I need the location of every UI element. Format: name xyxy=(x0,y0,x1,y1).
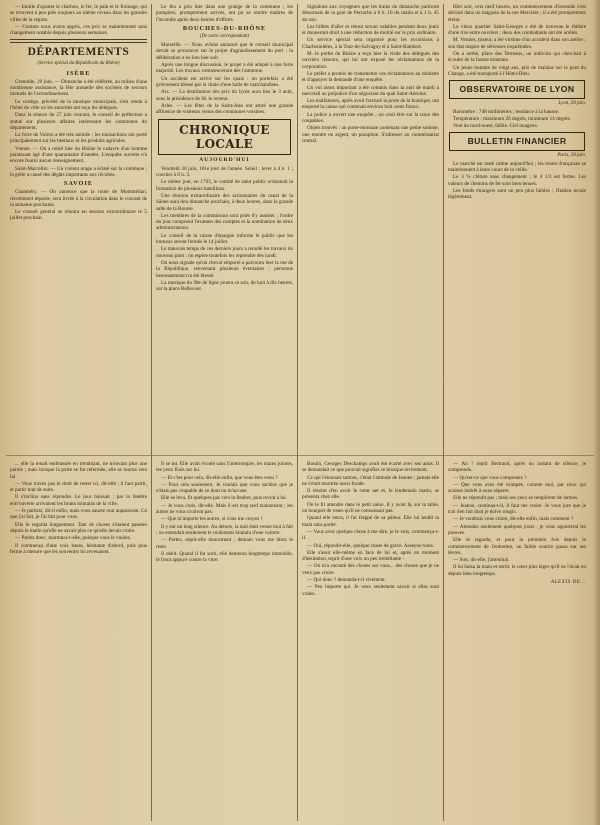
paragraph: Une réunion extraordinaire des actionnaires du canal de la Sâone aura lieu dimanche prochain, à deux heures, dans la grande salle de la Bourse. xyxy=(156,192,293,212)
chronique-locale-heading: CHRONIQUE LOCALE xyxy=(158,119,291,155)
bulletin-financier-heading: BULLETIN FINANCIER xyxy=(449,132,585,151)
paragraph: Vendredi 30 juin, 181e jour de l'année. Soleil : lever à 4 h. 1 ; coucher à 8 h. 3. xyxy=(156,165,293,179)
paragraph: — Qui donc ? demanda-t-il vivement. xyxy=(307,577,386,584)
paragraph: Les fonds étrangers sont un peu plus faibles ; l'Italien recule légèrement. xyxy=(448,187,586,201)
paragraph: Baromètre : 748 millimètres ; tendance à la hausse. xyxy=(453,108,560,115)
paragraph: Signalons aux voyageurs que les trains du dimanche partiront désormais de la gare de Perrache à 6 h. 10 du matin et à 1 h. 45 du soir. xyxy=(302,4,439,23)
rhone-heading: BOUCHES-DU-RHÔNE xyxy=(182,24,267,32)
paragraph: Quand elle entra, il fut frappé de sa pâleur. Elle lui tendit la main sans parler. xyxy=(302,515,439,528)
paragraph: — Partez, reprit-elle doucement ; demain vous me direz le reste. xyxy=(156,537,293,550)
paragraph: Elle le regarda longuement. Tant de choses s'étaient passées depuis le matin qu'elle ne savait plus ce qu'elle devait croire. xyxy=(10,521,147,534)
paragraph: Le cortège, précédé de la musique municipale, s'est rendu à l'hôtel de ville où les autorités ont reçu les délégués. xyxy=(10,98,147,111)
col3-feuilleton xyxy=(302,461,439,598)
paragraph: Le marché est resté calme aujourd'hui ; les rentes françaises se maintiennent à leurs cours de la veille. xyxy=(448,160,586,174)
paragraph: Un service spécial sera organisé pour les excursions à Charbonnières, à la Tour-de-Salvagny et à Saint-Rambert. xyxy=(302,37,439,50)
column-3 xyxy=(298,4,444,821)
isere-heading: ISÈRE xyxy=(66,69,91,77)
observatoire-heading: OBSERVATOIRE DE LYON xyxy=(449,80,585,99)
paragraph: M. le préfet du Rhône a reçu hier la visite des délégués des ouvriers tisseurs, qui lui ont exposé les réclamations de la corporation. xyxy=(302,51,439,70)
paragraph: Le conseil général se réunira en session extraordinaire le 5 juillet prochain. xyxy=(10,209,147,222)
paragraph: Vent du nord-ouest, faible. Ciel nuageux. xyxy=(453,123,539,130)
paragraph: Un vol assez important a été commis dans la nuit de mardi à mercredi au préjudice d'un négociant du quai Saint-Antoine. xyxy=(302,84,439,97)
paragraph: — Jeanne, continua-t-il, il faut me croire. Je vous jure que je n'ai rien fait dont je doive rougir. xyxy=(448,502,586,516)
departements-note: (Service spécial du Républicain du Rhône) xyxy=(37,61,120,67)
paragraph: — Parlez donc, murmura-t-elle, puisque vous le voulez. xyxy=(15,535,132,542)
savoie-articles xyxy=(10,189,147,221)
paragraph: Un accident est arrivé sur les quais : un portefaix a été grièvement blessé par la chute d'une balle de marchandises. xyxy=(156,75,293,88)
paragraph: On nous signale qu'un cheval emporté a parcouru hier la rue de la République, renversant plusieurs éventaires ; personne heureusement n'a été blessé. xyxy=(156,259,293,279)
paragraph: — Je voudrais vous croire, dit-elle enfin, mais comment ? xyxy=(453,516,574,523)
paragraph: Ce qui l'étonnait surtout, c'était l'attitude de Jeanne ; jamais elle ne s'était montrée aussi froide. xyxy=(302,474,439,487)
paragraph: — Oui, répondit-elle, quelque chose de grave. Asseyez-vous. xyxy=(307,542,434,549)
paragraph: Elle ne répondit pas ; mais ses yeux se remplirent de larmes. xyxy=(453,495,579,502)
paragraph: — Pour cela seulement. Je voulais que vous sachiez que je n'étais pas coupable de ce dont on m'accuse. xyxy=(156,481,293,495)
paragraph: Elle s'assit elle-même en face de lui et, après un moment d'hésitation, reprit d'une voix un peu tremblante : xyxy=(302,549,439,563)
column-1 xyxy=(6,4,152,821)
paragraph: Les malfaiteurs, après avoir fracturé la porte de la boutique, ont emporté la caisse qui contenait environ huit cents francs. xyxy=(302,98,439,111)
paragraph: ... elle la tenait embrassée en tremblant, ne trouvant plus une parole ; mais lorsque la porte se fut refermée, elle se tourna vers lui. xyxy=(10,461,147,480)
paragraph: Un jeune homme de vingt ans, pris de malaise sur le pont du Change, a été transporté à l'Hôtel-Dieu. xyxy=(448,64,586,77)
paragraph: Il se tut. Elle avait écouté sans l'interrompre, les mains jointes, les yeux fixés sur lui. xyxy=(156,461,293,474)
paragraph: Le conseil de la caisse d'épargne informe le public que les bureaux seront fermés le 14 juillet. xyxy=(156,232,293,246)
col4-lead xyxy=(448,4,586,77)
paragraph: Elle le regarda, et pour la première fois depuis le commencement de l'entretien, un faible sourire passa sur ses lèvres. xyxy=(448,537,586,556)
paragraph: Il obéit. Quand il fut sorti, elle demeura longtemps immobile, le front appuyé contre la vitre. xyxy=(156,550,293,564)
chronique-articles xyxy=(156,166,293,293)
paragraph: — Je partirai, dit-il enfin, mais vous saurez tout auparavant. Ce que j'ai fait, je l'ai fait pour vous. xyxy=(10,508,147,521)
paragraph: Le vieux quartier Saint-Georges a été de nouveau le théâtre d'une rixe entre ouvriers ; deux des combattants ont été arrêtés. xyxy=(448,23,586,37)
paragraph: Saint-Marcellin. — Un violent orage a éclaté sur la commune ; la grêle a causé des dégâts importants aux récoltes. xyxy=(10,165,147,178)
paragraph: Température : maximum 26 degrés, minimum 14 degrés. xyxy=(453,115,571,122)
paragraph: Objets trouvés : un porte-monnaie contenant une petite somme, une montre en argent, un parapluie. S'adresser au commissariat central. xyxy=(302,125,439,144)
paragraph: Arles. — Les fêtes de la Saint-Jean ont attiré une grande affluence de visiteurs venus des communes voisines. xyxy=(156,102,293,116)
paragraph: — Je vous crois, dit-elle. Mais il est trop tard maintenant ; les autres ne vous croiront pas. xyxy=(156,502,293,516)
paragraph: La foire de Voiron a été très animée ; les transactions ont porté principalement sur les bestiaux et les produits agricoles. xyxy=(10,132,147,145)
paragraph: Il y eut un long silence. Au dehors, la nuit était venue tout à fait ; on entendait seulement le roulement lointain d'une voiture. xyxy=(156,523,293,536)
paragraph: Les billets d'aller et retour seront valables pendant deux jours et donneront droit à une réduction de moitié sur le prix ordinaire. xyxy=(302,23,439,37)
feuilleton-signature: ALEXIS DE... xyxy=(551,580,586,586)
paragraph: Dans la séance du 27 juin courant, le conseil de préfecture a statué sur plusieurs affaires intéressant les communes du département. xyxy=(10,112,147,131)
paragraph: Il s'inclina sans répondre. Le jour baissait ; par la fenêtre entr'ouverte arrivaient les bruits lointains de la ville. xyxy=(10,494,147,507)
paragraph: Aix. — La distribution des prix du lycée aura lieu le 3 août, sous la présidence de M. le recteur. xyxy=(156,89,293,102)
paragraph: Après une longue discussion, le projet a été adopté à une forte majorité. Les travaux commenceront dès l'automne. xyxy=(156,62,293,75)
paragraph: — Ah ! reprit Bertrand, après un instant de silence, je comprends. xyxy=(448,461,586,474)
paragraph: Boutin, Georges Deschamps avait été écarté avec ses amis. Il se demandait ce que pouvait signifier ce brusque revirement. xyxy=(302,461,439,474)
paragraph: Il commença d'une voix basse, hésitante d'abord, puis plus ferme à mesure que les souvenirs lui revenaient. xyxy=(10,542,147,555)
col2-feuilleton xyxy=(156,461,293,564)
paragraph: — Peu importe qui. Je veux seulement savoir si elles sont vraies. xyxy=(302,584,439,597)
paragraph: On le fit attendre dans le petit salon. Il y avait là, sur la table, un bouquet de roses qu'il ne connaissait pas. xyxy=(302,501,439,515)
paragraph: Grenoble, 29 juin. — Dimanche a été célébrée, au milieu d'une nombreuse assistance, la fête annuelle des sociétés de secours mutuels de l'arrondissement. xyxy=(10,78,147,98)
column-2 xyxy=(152,4,298,821)
savoie-heading: SAVOIE xyxy=(63,180,94,188)
bulletin-date: Paris, 29 juin. xyxy=(557,153,586,159)
observatoire-date: Lyon, 29 juin. xyxy=(558,101,586,107)
col1-feuilleton xyxy=(10,461,147,556)
paragraph: — Comme nous avons appris, ces prix se maintiennent sans changement notable depuis plusieurs semaines. xyxy=(10,23,147,37)
paragraph: — Soit, dit-elle, j'attendrai. xyxy=(453,557,510,564)
paragraph: La police a ouvert une enquête ; on croit être sur la trace des coupables. xyxy=(302,111,439,125)
paragraph: — Vous avez quelque chose à me dire, je le vois, commença-t-il. xyxy=(302,528,439,542)
paragraph: Le même jour, en 1793, le comité de salut public ordonnait la formation de plusieurs bataillons. xyxy=(156,179,293,192)
column-4 xyxy=(444,4,590,821)
observatoire-text xyxy=(448,109,586,130)
paragraph: Le mauvais temps de ces derniers jours a retardé les travaux du nouveau pont ; on espère toutefois les reprendre dès lundi. xyxy=(156,246,293,259)
paragraph: Chambéry. — On annonce que la route de Montmélian, récemment réparée, sera livrée à la circulation dans le courant de la semaine prochaine. xyxy=(10,189,147,208)
isere-articles xyxy=(10,79,147,178)
paragraph: Elle se leva, fit quelques pas vers la fenêtre, puis revint à lui. xyxy=(161,495,288,502)
paragraph: Le feu a pris hier dans une grange de la commune ; les pompiers, promptement arrivés, ont pu se rendre maîtres de l'incendie après deux heures d'efforts. xyxy=(156,4,293,23)
paragraph: M. Vernier, tisseur, a été victime d'un accident dans son atelier ; son état inspire de sérieuses inquiétudes. xyxy=(448,37,586,50)
paragraph: Il lui baisa la main et sortit, le cœur plus léger qu'il ne l'avait eu depuis bien longtemps. xyxy=(448,564,586,577)
paragraph: Il résolut d'en avoir le cœur net et, le lendemain matin, se présenta chez elle. xyxy=(302,488,439,501)
paragraph: — Attendez seulement quelques jours ; je vous apporterai les preuves. xyxy=(448,523,586,536)
paragraph: — Que m'importe les autres, si vous me croyez ! xyxy=(161,516,263,523)
paragraph: Le 3 % clôture sans changement ; le 4 1/2 est ferme. Les valeurs de chemins de fer sont bien tenues. xyxy=(448,174,586,187)
feuilleton-divider xyxy=(6,455,594,456)
col3-articles xyxy=(302,4,439,144)
page-edge-shadow xyxy=(593,0,600,825)
paragraph: Le préfet a promis de transmettre ces réclamations au ministre et d'appuyer la demande d'une enquête. xyxy=(302,70,439,84)
paragraph: — Vous n'avez pas le droit de rester ici, dit-elle ; il faut partir, et partir tout de suite. xyxy=(10,480,147,494)
paragraph: Vienne. — On a retiré hier du Rhône le cadavre d'un homme paraissant âgé d'une quarantaine d'années. L'enquête ouverte n'a encore fourni aucun renseignement. xyxy=(10,145,147,165)
rhone-note: (De notre correspondant) xyxy=(200,33,249,39)
rhone-articles xyxy=(156,42,293,115)
bulletin-text xyxy=(448,161,586,201)
col4-feuilleton xyxy=(448,461,586,586)
paragraph: — Inutile d'ajouter le charbon, le fer, le pain et le fromage, qui se trouvent à peu près toujours au même niveau dans les grandes villes de la région. xyxy=(10,4,147,23)
paragraph: La musique du 98e de ligne jouera ce soir, de huit à dix heures, sur la place Bellecour. xyxy=(156,279,293,293)
paragraph: — Et c'est pour cela, dit-elle enfin, que vous êtes venu ? xyxy=(161,474,278,481)
paragraph: On a arrêté, place des Terreaux, un individu qui cherchait à écouler de la fausse monnaie. xyxy=(448,51,586,64)
paragraph: — Que vous avez été trompée, comme moi, par ceux qui avaient intérêt à nous séparer. xyxy=(448,481,586,495)
page-columns xyxy=(6,4,594,821)
chronique-subheading: AUJOURD'HUI xyxy=(199,157,250,164)
paragraph: — Qu'est-ce que vous comprenez ? xyxy=(453,474,527,481)
paragraph: — On m'a raconté des choses sur vous... des choses que je ne veux pas croire. xyxy=(302,563,439,576)
paragraph: Hier soir, vers neuf heures, un commencement d'incendie s'est déclaré dans un magasin de la rue Mercière ; il a été promptement éteint. xyxy=(448,4,586,23)
col2-lead xyxy=(156,4,293,23)
paragraph: Les membres de la commission sont priés d'y assister ; l'ordre du jour comprend l'examen des comptes et la nomination de deux administrateurs. xyxy=(156,212,293,232)
departements-heading: DÉPARTEMENTS xyxy=(27,46,130,59)
divider xyxy=(10,39,147,43)
col1-lead xyxy=(10,4,147,36)
paragraph: Marseille. — Nous avions annoncé que le conseil municipal devait se prononcer sur le projet d'agrandissement du port ; la délibération a eu lieu hier soir. xyxy=(156,42,293,61)
